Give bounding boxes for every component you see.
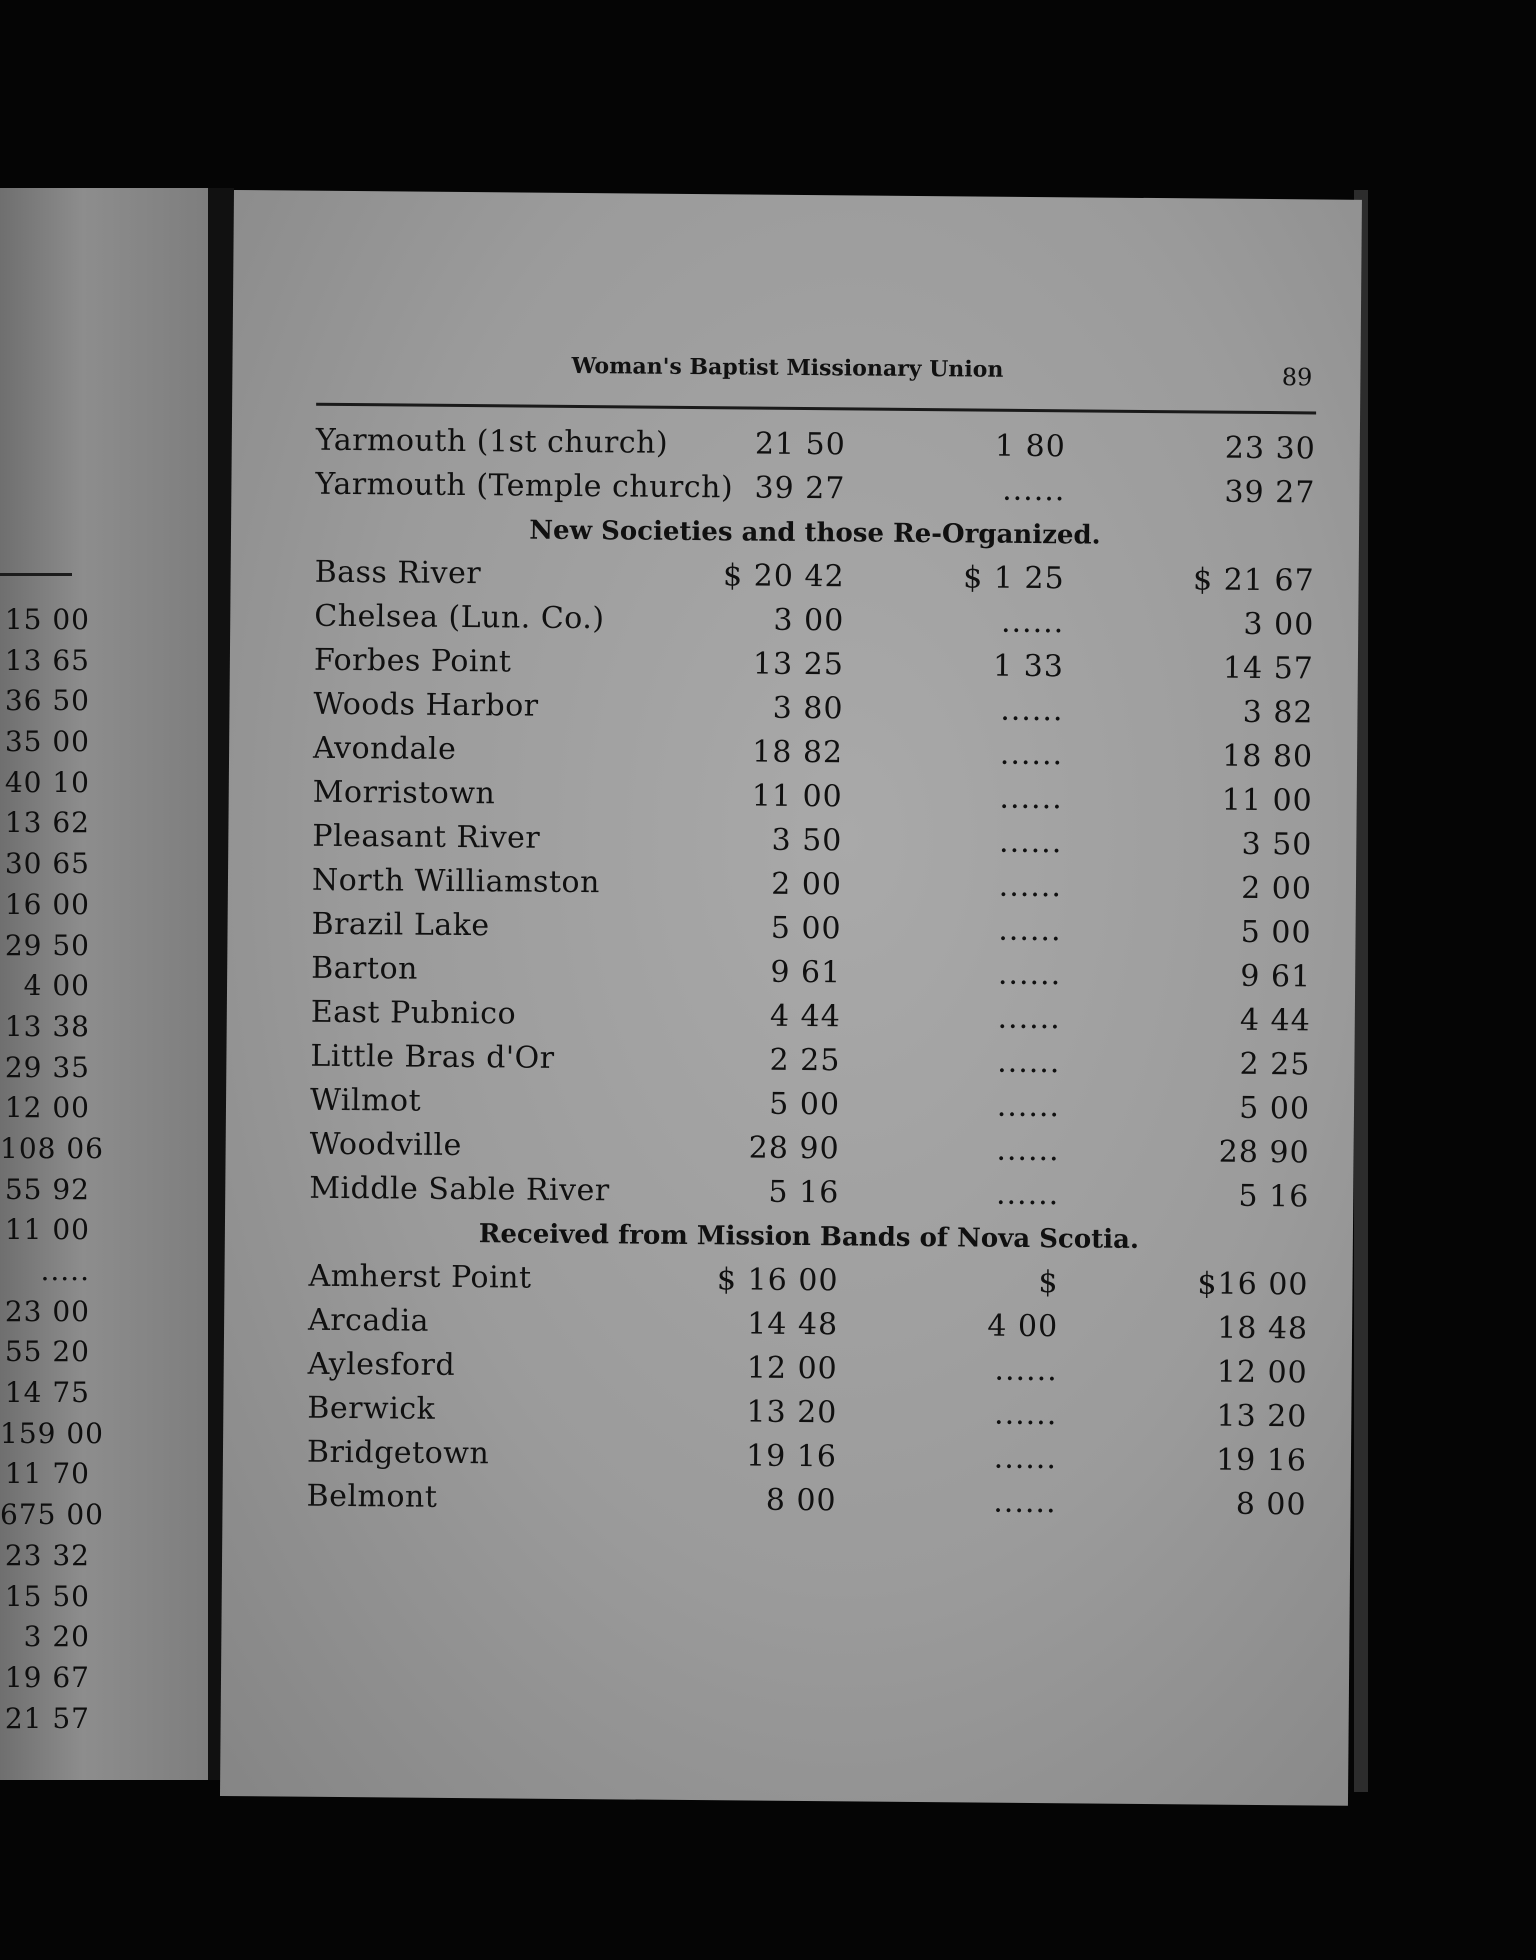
- amount-col-1: 11 00: [751, 778, 843, 815]
- amount-total: 9 61: [1240, 958, 1312, 995]
- left-page-values: [0, 600, 104, 1739]
- society-name: Yarmouth (Temple church): [315, 466, 734, 506]
- amount-total: 13 20: [1216, 1398, 1308, 1435]
- left-value: 23 32: [4, 1538, 90, 1572]
- amount-col-1: 13 20: [746, 1394, 838, 1431]
- society-name: Brazil Lake: [311, 906, 490, 944]
- band-name: Belmont: [306, 1478, 438, 1515]
- amount-col-2: ......: [1000, 692, 1064, 729]
- left-value: 11 00: [4, 1213, 90, 1247]
- amount-col-2: ......: [995, 1176, 1060, 1213]
- left-value: 21 57: [4, 1701, 90, 1735]
- amount-col-2: 1 33: [992, 648, 1065, 685]
- left-value: 15 50: [4, 1579, 90, 1613]
- amount-total: 39 27: [1224, 474, 1316, 511]
- amount-col-2: ......: [999, 780, 1063, 817]
- amount-col-2: ......: [1000, 604, 1065, 641]
- left-value: 29 35: [4, 1050, 90, 1084]
- amount-col-2: ......: [993, 1396, 1058, 1433]
- society-name: Forbes Point: [313, 642, 512, 680]
- band-name: Arcadia: [307, 1302, 430, 1339]
- left-value: 13 38: [4, 1009, 90, 1043]
- left-value: 35 00: [4, 725, 90, 759]
- amount-total: 3 00: [1243, 606, 1315, 643]
- band-name: Berwick: [307, 1390, 436, 1427]
- amount-col-1: 19 16: [745, 1438, 838, 1475]
- left-value: 29 50: [4, 928, 90, 962]
- amount-total: 8 00: [1235, 1486, 1307, 1523]
- amount-total: 11 00: [1221, 782, 1313, 819]
- amount-col-1: 2 00: [771, 866, 843, 903]
- left-value: 12 00: [4, 1091, 90, 1125]
- amount-col-2: ......: [994, 1352, 1058, 1389]
- contributions-table: [306, 419, 1326, 1528]
- amount-col-1: 5 16: [768, 1174, 840, 1211]
- left-value: 55 20: [4, 1335, 90, 1369]
- left-value: .....: [40, 1254, 90, 1287]
- society-name: Pleasant River: [312, 818, 541, 856]
- left-value: 19 67: [4, 1660, 90, 1694]
- left-value: 40 10: [4, 765, 90, 799]
- amount-col-2: $ 1 25: [963, 560, 1065, 597]
- running-title: Woman's Baptist Missionary Union: [571, 352, 1004, 383]
- amount-col-1: 13 25: [752, 646, 845, 683]
- society-name: Wilmot: [309, 1082, 422, 1119]
- amount-total: $ 21 67: [1192, 562, 1315, 599]
- amount-col-2: ......: [996, 1132, 1060, 1169]
- amount-col-2: 4 00: [987, 1308, 1059, 1345]
- society-name: Bass River: [314, 554, 482, 592]
- band-name: Amherst Point: [308, 1258, 532, 1296]
- left-value: 159 00: [0, 1416, 104, 1450]
- section-heading: New Societies and those Re-Organized.: [529, 515, 1101, 551]
- amount-col-2: ......: [998, 824, 1063, 861]
- amount-col-2: 1 80: [994, 428, 1066, 465]
- society-name: Woods Harbor: [313, 686, 539, 724]
- amount-col-1: 9 61: [770, 954, 842, 991]
- band-name: Aylesford: [307, 1346, 456, 1383]
- amount-col-2: ......: [999, 736, 1064, 773]
- amount-total: 14 57: [1222, 650, 1315, 687]
- amount-col-1: 5 00: [769, 1086, 841, 1123]
- amount-col-1: 5 00: [770, 910, 842, 947]
- society-name: Morristown: [312, 774, 496, 812]
- amount-col-1: 4 44: [769, 998, 841, 1035]
- amount-total: 28 90: [1218, 1134, 1310, 1171]
- amount-total: 5 00: [1240, 914, 1312, 951]
- amount-total: 3 50: [1241, 826, 1313, 863]
- amount-total: 4 44: [1239, 1002, 1311, 1039]
- left-value: 36 50: [4, 684, 90, 718]
- left-value: 55 92: [4, 1172, 90, 1206]
- amount-col-1: 8 00: [765, 1482, 837, 1519]
- amount-total: 18 80: [1222, 738, 1314, 775]
- left-value: 13 62: [4, 806, 90, 840]
- amount-col-2: ......: [997, 1000, 1061, 1037]
- amount-total: 19 16: [1215, 1442, 1308, 1479]
- amount-total: 5 16: [1238, 1178, 1310, 1215]
- amount-col-1: 2 25: [769, 1042, 841, 1079]
- society-name: Yarmouth (1st church): [315, 422, 669, 461]
- amount-col-1: 3 50: [771, 822, 843, 859]
- amount-col-1: 12 00: [746, 1350, 838, 1387]
- amount-col-1: 3 00: [773, 602, 845, 639]
- amount-total: 2 00: [1240, 870, 1313, 907]
- section-heading: Received from Mission Bands of Nova Scotia.: [478, 1219, 1140, 1255]
- right-page: [220, 190, 1362, 1806]
- amount-total: 18 48: [1217, 1310, 1309, 1347]
- amount-col-1: $ 20 42: [722, 558, 845, 595]
- amount-col-2: $: [1038, 1265, 1059, 1301]
- society-name: Middle Sable River: [309, 1170, 610, 1209]
- society-name: Chelsea (Lun. Co.): [314, 598, 605, 637]
- amount-col-1: 3 80: [772, 690, 844, 727]
- left-value: 13 65: [4, 643, 90, 677]
- society-name: Little Bras d'Or: [310, 1038, 555, 1076]
- left-value: 3 20: [23, 1620, 90, 1654]
- left-value: 11 70: [4, 1457, 90, 1491]
- table-row: [306, 1475, 1316, 1528]
- left-value: 4 00: [23, 969, 90, 1003]
- running-head: [312, 351, 1312, 404]
- left-value: 16 00: [4, 887, 90, 921]
- band-name: Bridgetown: [306, 1434, 490, 1472]
- society-name: Avondale: [312, 730, 457, 767]
- society-name: East Pubnico: [310, 994, 517, 1032]
- amount-total: $16 00: [1197, 1266, 1309, 1303]
- page-number: 89: [1281, 363, 1313, 392]
- amount-total: 2 25: [1239, 1046, 1311, 1083]
- amount-col-2: ......: [993, 1440, 1058, 1477]
- amount-col-2: ......: [1002, 472, 1066, 509]
- amount-total: 23 30: [1224, 430, 1316, 467]
- left-value: 14 75: [4, 1376, 90, 1410]
- left-value: 30 65: [4, 847, 90, 881]
- amount-col-1: 28 90: [748, 1130, 840, 1167]
- amount-col-1: 21 50: [754, 426, 846, 463]
- header-rule: [316, 403, 1316, 415]
- amount-col-2: ......: [997, 956, 1062, 993]
- amount-col-1: 14 48: [747, 1306, 839, 1343]
- society-name: Barton: [311, 950, 419, 987]
- left-value: 675 00: [0, 1498, 104, 1532]
- amount-col-2: ......: [993, 1484, 1057, 1521]
- left-value: 23 00: [4, 1294, 90, 1328]
- society-name: Woodville: [309, 1126, 462, 1164]
- amount-col-1: 39 27: [754, 470, 846, 507]
- left-page-rule: [0, 573, 72, 576]
- amount-col-2: ......: [998, 868, 1063, 905]
- amount-total: 3 82: [1242, 694, 1314, 731]
- amount-col-2: ......: [998, 912, 1062, 949]
- amount-col-1: $ 16 00: [716, 1262, 839, 1299]
- left-page: [0, 188, 208, 1780]
- amount-col-1: 18 82: [752, 734, 844, 771]
- amount-total: 5 00: [1239, 1090, 1311, 1127]
- left-value: 108 06: [0, 1131, 104, 1165]
- amount-col-2: ......: [997, 1044, 1061, 1081]
- amount-col-2: ......: [996, 1088, 1061, 1125]
- left-value: 15 00: [4, 603, 90, 636]
- society-name: North Williamston: [311, 862, 601, 901]
- amount-total: 12 00: [1216, 1354, 1308, 1391]
